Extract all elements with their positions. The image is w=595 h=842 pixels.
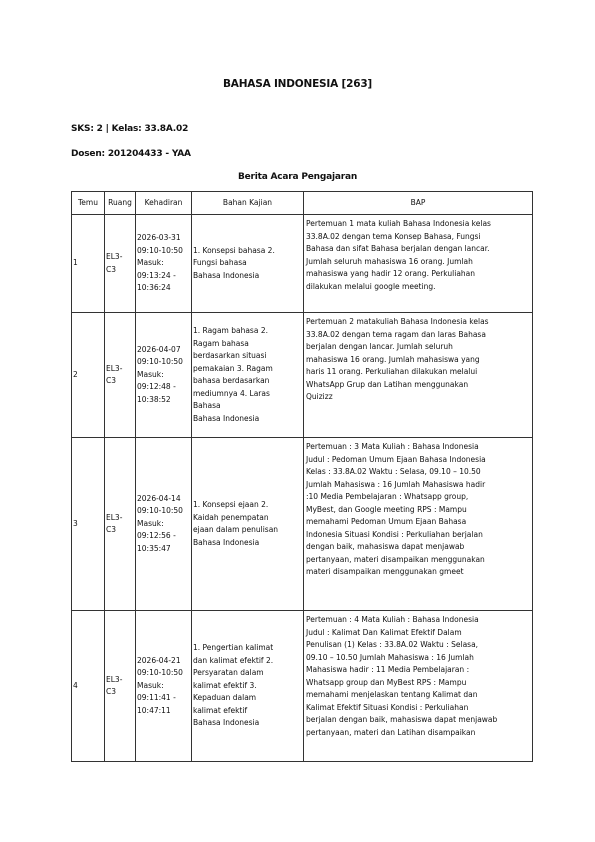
cell-ruang: EL3- C3 [105,438,136,611]
cell-kehadiran: 2026-03-31 09:10-10:50 Masuk: 09:13:24 - 10:36:24 [136,215,192,313]
cell-bap: Pertemuan 1 mata kuliah Bahasa Indonesia kelas 33.8A.02 dengan tema Konsep Bahasa, Fungsi Bahasa dan sifat Bahasa berjalan dengan lancar. Jumlah seluruh mahasiswa 16 orang. Jumlah mahasiswa yang hadir 12 orang. Perkuliahan dilakukan melalui google meeting. [304,215,533,313]
cell-temu: 2 [72,313,105,438]
cell-temu: 1 [72,215,105,313]
cell-temu: 4 [72,611,105,762]
header-bahan-kajian: Bahan Kajian [192,192,304,215]
cell-kehadiran: 2026-04-07 09:10-10:50 Masuk: 09:12:48 - 10:38:52 [136,313,192,438]
table-row [72,438,533,611]
cell-temu: 3 [72,438,105,611]
cell-ruang: EL3- C3 [105,215,136,313]
header-kehadiran: Kehadiran [136,192,192,215]
course-title: BAHASA INDONESIA [263] [222,78,373,90]
cell-bap: Pertemuan 2 matakuliah Bahasa Indonesia kelas 33.8A.02 dengan tema ragam dan laras Bahasa berjalan dengan lancar. Jumlah seluruh mahasiswa 16 orang. Jumlah mahasiswa yang haris 11 orang. Perkuliahan dilakukan melalui WhatsApp Grup dan Latihan menggunakan Quizizz [304,313,533,438]
table-row [72,611,533,762]
sks-kelas-line: SKS: 2 | Kelas: 33.8A.02 [71,124,189,134]
table-row [72,313,533,438]
table-caption: Berita Acara Pengajaran [237,172,358,182]
table-row [72,215,533,313]
cell-ruang: EL3- C3 [105,611,136,762]
cell-ruang: EL3- C3 [105,313,136,438]
cell-bahan-kajian: 1. Ragam bahasa 2. Ragam bahasa berdasarkan situasi pemakaian 3. Ragam bahasa berdasarkan mediumnya 4. Laras Bahasa Bahasa Indonesia [192,313,304,438]
dosen-line: Dosen: 201204433 - YAA [71,149,191,159]
cell-bap: Pertemuan : 4 Mata Kuliah : Bahasa Indonesia Judul : Kalimat Dan Kalimat Efektif Dalam Penulisan (1) Kelas : 33.8A.02 Waktu : Selasa, 09.10 – 10.50 Jumlah Mahasiswa : 16 Jumlah Mahasiswa hadir : 11 Media Pembelajaran : Whatsapp group dan MyBest RPS : Mampu memahami menjelaskan tentang Kalimat dan Kalimat Efektif Situasi Kondisi : Perkuliahan berjalan dengan baik, mahasiswa dapat menjawab pertanyaan, materi dan Latihan disampaikan [304,611,533,762]
cell-bahan-kajian: 1. Konsepsi bahasa 2. Fungsi bahasa Bahasa Indonesia [192,215,304,313]
header-temu: Temu [72,192,105,215]
cell-kehadiran: 2026-04-21 09:10-10:50 Masuk: 09:11:41 - 10:47:11 [136,611,192,762]
table-header-row [72,192,533,215]
cell-bap: Pertemuan : 3 Mata Kuliah : Bahasa Indonesia Judul : Pedoman Umum Ejaan Bahasa Indonesia Kelas : 33.8A.02 Waktu : Selasa, 09.10 – 10.50 Jumlah Mahasiswa : 16 Jumlah Mahasiswa hadir :10 Media Pembelajaran : Whatsapp group, MyBest, dan Google meeting RPS : Mampu memahami Pedoman Umum Ejaan Bahasa Indonesia Situasi Kondisi : Perkuliahan berjalan dengan baik, mahasiswa dapat menjawab pertanyaan, materi disampaikan menggunakan materi disampaikan menggunakan gmeet [304,438,533,611]
header-ruang: Ruang [105,192,136,215]
cell-bahan-kajian: 1. Konsepsi ejaan 2. Kaidah penempatan ejaan dalam penulisan Bahasa Indonesia [192,438,304,611]
header-bap: BAP [304,192,533,215]
cell-kehadiran: 2026-04-14 09:10-10:50 Masuk: 09:12:56 - 10:35:47 [136,438,192,611]
cell-bahan-kajian: 1. Pengertian kalimat dan kalimat efektif 2. Persyaratan dalam kalimat efektif 3. Kepaduan dalam kalimat efektif Bahasa Indonesia [192,611,304,762]
berita-acara-table [71,191,533,762]
